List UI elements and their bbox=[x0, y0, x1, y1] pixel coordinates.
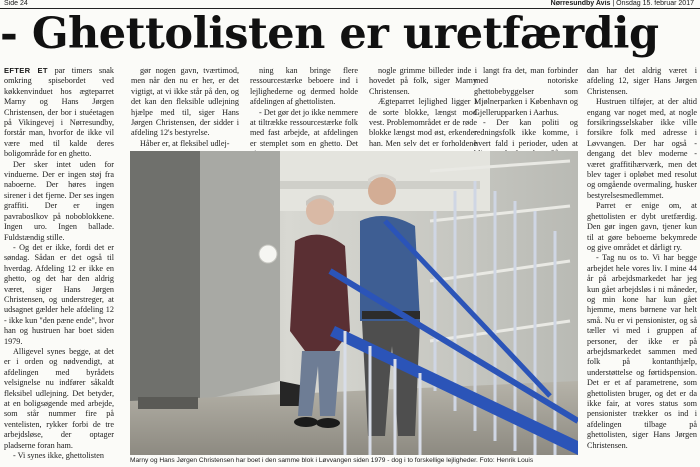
article-paragraph bbox=[4, 347, 114, 451]
paragraph-text: Alligevel synes begge, at det er i orden og nødvendigt, at afdelingen med byrådets velsignelse nu indfører såkaldt fleksibel udlejning. Det betyder, at en boligsøgende med arbejde, som står nummer fire på ventelisten, rykker forbi de tre arbejdsløse, der optager pladserne foran ham. bbox=[4, 346, 114, 450]
paper-name: Nørresundby Avis bbox=[550, 0, 611, 7]
paragraph-text: dan har det aldrig været i afdeling 12, siger Hans Jørgen Christensen. bbox=[587, 66, 697, 96]
paragraph-text: - Det gør det jo ikke nemmere at tiltrække ressourcestærke folk med fast arbejde, at afdelingen er stemplet som en ghetto. Det bbox=[250, 107, 358, 148]
paragraph-text: langt fra det, man forbinder med notoriske ghettobebyggelser som Mjølnerparken i København og Gjellerupparken i Aarhus. bbox=[474, 66, 578, 117]
paragraph-text: Håber er, at fleksibel udlej- bbox=[140, 138, 230, 148]
paragraph-text: Parret er enige om, at ghettolisten er dybt uretfærdig. Den gør ingen gavn, tjener kun til at gøre beboerne bekymrede og give området et dårligt ry. bbox=[587, 201, 697, 252]
article-paragraph bbox=[4, 451, 114, 461]
article-paragraph bbox=[250, 66, 358, 108]
paragraph-text: Ægteparret lejlighed ligger i de sorte blokke, længst mod vest. Problemområdet er de røde blokke længst mod øst, erkender han. Men selv det er forholdene bbox=[369, 97, 477, 148]
article-headline: - Ghettolisten er uretfærdig bbox=[0, 9, 659, 59]
article-paragraph bbox=[369, 66, 477, 97]
lead-in: EFTER ET bbox=[4, 66, 48, 75]
article-column-5 bbox=[474, 66, 578, 148]
photo-caption: Marny og Hans Jørgen Christensen har boet i den samme blok i Løvvangen siden 1979 - dog i to forskellige lejligheder. Foto: Henrik Louis bbox=[130, 457, 534, 464]
issue-date: Onsdag 15. februar 2017 bbox=[616, 0, 694, 7]
paragraph-text: nogle grimme billeder inde i hovedet på folk, siger Marny Christensen. bbox=[369, 66, 477, 96]
article-paragraph bbox=[131, 66, 239, 139]
article-column-4 bbox=[369, 66, 477, 148]
article-paragraph bbox=[4, 66, 114, 160]
paragraph-text: gør nogen gavn, tværtimod, men når den nu er her, er det vigtigt, at vi ikke står på den, og det kan den fleksible udlejning hjælpe med til, siger Hans Jørgen Christensen, der sidder i afdeling 12's bestyrelse. bbox=[131, 66, 239, 138]
page-number: Side 24 bbox=[4, 0, 28, 7]
article-photo bbox=[130, 151, 578, 455]
article-paragraph bbox=[587, 253, 697, 451]
paragraph-text: Hustruen tilføjer, at der altid engang var noget med, at nogle forsikringsselskaber ikke ville forsikre folk med adresse i Løvvangen. Der har også - dengang det blev moderne - været graffitihærværk, men det blev tager i opløbet med resolut og omgående overmaling, husker bestyrelsesmedlemmet. bbox=[587, 97, 697, 200]
article-paragraph bbox=[4, 160, 114, 243]
paragraph-text: ning kan bringe flere ressourcestærke beboere ind i lejlighederne og dermed holde afdelingen af ghettolisten. bbox=[250, 66, 358, 107]
article-paragraph bbox=[587, 97, 697, 201]
article-paragraph bbox=[587, 201, 697, 253]
dateline-separator: | bbox=[612, 0, 615, 7]
stairwell-photo bbox=[130, 151, 578, 455]
paragraph-text: - Vi synes ikke, ghettolisten bbox=[13, 451, 105, 461]
paragraph-text: Der sker intet uden for vinduerne. Der er ingen støj fra naboerne. Der høres ingen sirener i det fjerne. Der ses ingen graffiti. Der er ingen pavraboslkov på noboblokkene. Ingen uro. Ingen ballade. Fuldstændig stille. bbox=[4, 159, 114, 242]
article-column-2 bbox=[131, 66, 239, 148]
article-column-3 bbox=[250, 66, 358, 148]
paragraph-text: par timers snak omkring spisebordet ved køkkenvinduet hos ægteparret Marny og Hans Jørgen Christensen, der bor i stuéetagen på Vikingevej i Nørresundby, forstår man, hvorfor de ikke vil være med til kalde deres boligområde for en ghetto. bbox=[4, 66, 114, 159]
article-column-6 bbox=[587, 66, 697, 466]
article-paragraph bbox=[4, 243, 114, 347]
paragraph-text: - Og det er ikke, fordi det er søndag. Sådan er det også til hverdag. Afdeling 12 er ikke en ghetto, og det har den aldrig været, siger Hans Jørgen Christensen, og understreger, at udsagnet gælder hele afdeling 12 - ikke kun "den pæne ende", hvor han og hustruen har boet siden 1979. bbox=[4, 242, 114, 346]
article-paragraph bbox=[474, 66, 578, 118]
article-column-1 bbox=[4, 66, 114, 466]
paragraph-text: - Tag nu os to. Vi har begge arbejdet hele vores liv. I mine 44 år på arbejdsmarkedet har jeg kun gået arbejdsløs i ni måneder, og min kone har kun gået hjemme, mens børnene var helt små. Nu er vi pensionister, og så tæller vi med i gruppen af personer, der ikke er på arbejdsmarkedet sammen med folk på kontanthjælp, understøttelse og førtidspension. Det er et af parametrene, som ghettolisten bruger, og det er da ikke fair, at vores status som pensionister trækker os ind i afdelingen tilbage på ghettolisten, siger Hans Jørgen Christensen. bbox=[587, 253, 697, 450]
paragraph-text: - Der kan politi og redningsfolk ikke komme, i hvert fald i perioder, uden at bbox=[474, 118, 578, 148]
article-paragraph bbox=[587, 66, 697, 97]
article-paragraph bbox=[131, 139, 239, 149]
